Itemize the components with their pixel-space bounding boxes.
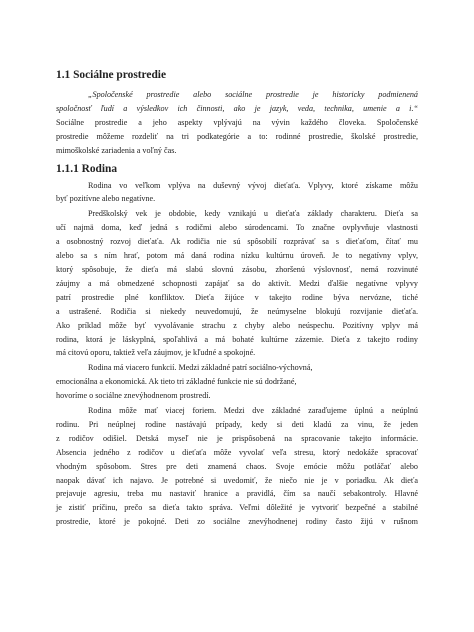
text-line: prostredie, ktoré je pokojné. Deti zo sociálne znevýhodnenej rodiny často žijú v rušnom bbox=[56, 517, 418, 527]
intro-paragraph bbox=[56, 88, 418, 158]
document-page bbox=[56, 68, 418, 529]
quote-line: spoločnosť ľudí a výsledkov ich činnosti, ako je jazyk, veda, technika, umenie a i.“ bbox=[56, 103, 418, 113]
text-line: vhodným spôsobom. Stres pre deti znamená chaos. Svoje emócie môžu potláčať alebo bbox=[56, 461, 418, 471]
text-line: záujmy a má obmedzené schopnosti zapájať sa do aktivít. Medzi ďalšie negatívne vplyvy bbox=[56, 278, 418, 288]
paragraph-4 bbox=[56, 404, 418, 529]
text-line: naopak dávať ich najavo. Je potrebné si uvedomiť, že niečo nie je v poriadku. Ak dieťa bbox=[56, 475, 418, 485]
text-line: prejavuje agresiu, treba mu nastaviť hranice a pravidlá, čím sa naučí sebakontroly. Hlavné bbox=[56, 489, 418, 499]
text-line: ktorý spôsobuje, že dieťa má slabú slovnú zásobu, zhoršenú výslovnosť, nemá rozvinuté bbox=[56, 264, 418, 274]
text-line: hovoríme o sociálne znevýhodnenom prostredí. bbox=[56, 391, 211, 401]
text-line: emocionálna a ekonomická. Ak tieto tri základné funkcie nie sú dodržané, bbox=[56, 377, 297, 387]
section-heading: 1.1 Sociálne prostredie bbox=[56, 69, 167, 81]
paragraph-2 bbox=[56, 207, 418, 360]
paragraph-1 bbox=[56, 179, 418, 207]
text-line: mimoškolské zariadenia a voľný čas. bbox=[56, 145, 177, 155]
text-line: učí najmä doma, keď jedná s rodičmi alebo súrodencami. To značne ovplyvňuje vlastnosti bbox=[56, 223, 418, 233]
text-line: a ustrašené. Rodičia si niekedy neuvedomujú, že neúmyselne blokujú rozvijanie dieťaťa. bbox=[56, 306, 418, 316]
text-line: alebo sa s ním hrať, potom má daná rodina nízku kultúrnu úroveň. Je to negatívny vplyv, bbox=[56, 251, 418, 261]
text-line: byť pozitívne alebo negatívne. bbox=[56, 194, 156, 204]
paragraph-3 bbox=[56, 361, 418, 403]
text-line: a osobnostný rozvoj dieťaťa. Ak rodičia nie sú spôsobilí rozprávať sa s dieťaťom, čítať mu bbox=[56, 237, 418, 247]
text-line: má citovú oporu, taktiež veľa záujmov, je kľudné a spokojné. bbox=[56, 348, 256, 358]
text-line: Sociálne prostredie a jeho aspekty vplývajú na vývin každého človeka. Spoločenské bbox=[56, 117, 418, 127]
text-line: Rodina vo veľkom vplýva na duševný vývoj dieťaťa. Vplyvy, ktoré získame môžu bbox=[88, 180, 418, 190]
text-line: prostredie môžeme rozdeliť na tri podkategórie a to: rodinné prostredie, školské prostredie, bbox=[56, 131, 418, 141]
text-line: Rodina má viacero funkcií. Medzi základné patrí sociálno-výchovná, bbox=[88, 363, 313, 373]
text-line: je zistiť príčinu, prečo sa dieťa takto správa. Veľmi dôležité je vytvoriť bezpečné a stabilné bbox=[56, 503, 418, 513]
text-line: Absencia jedného z rodičov u dieťaťa môže vyvolať veľa stresu, ktorý nedokáže spracovať bbox=[56, 447, 418, 457]
text-line: z rodičov odišiel. Detská myseľ nie je prispôsobená na spracovanie takejto informácie. bbox=[56, 433, 418, 443]
text-line: rodina, ktorá je láskyplná, spoľahlivá a má bohaté kultúrne zázemie. Dieťa z takejto rodiny bbox=[56, 334, 418, 344]
text-line: patrí prostredie plné konfliktov. Dieťa žijúce v takejto rodine býva nervózne, tiché bbox=[56, 292, 418, 302]
text-line: rodinu. Pri neúplnej rodine nastávajú prípady, kedy si deti kladú za vinu, že jeden bbox=[56, 419, 418, 429]
text-line: Ako príklad môže byť vyvolávanie strachu z chyby alebo neúspechu. Pozitívny vplyv má bbox=[56, 320, 418, 330]
text-line: Predškolský vek je obdobie, kedy vznikajú u dieťaťa základy charakteru. Dieťa sa bbox=[88, 209, 418, 219]
subsection-heading: 1.1.1 Rodina bbox=[56, 162, 118, 175]
text-line: Rodina môže mať viacej foriem. Medzi dve základné zaraďujeme úplnú a neúplnú bbox=[88, 406, 418, 416]
quote-line: „Spoločenské prostredie alebo sociálne prostredie je historicky podmienená bbox=[88, 90, 418, 99]
